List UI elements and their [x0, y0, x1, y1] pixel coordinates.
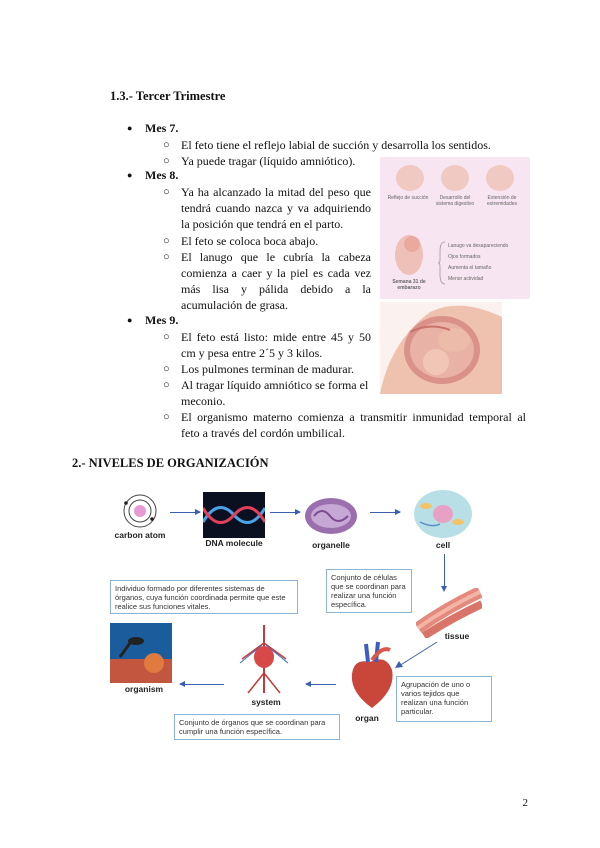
dna-image — [203, 492, 265, 538]
month-8-item-3: ○ El lanugo que le cubría la cabeza comienza a caer y la piel es cada vez más lisa y pálida debido a la acumulación de grasa. — [163, 250, 371, 312]
organ-image — [344, 640, 400, 710]
arrow-1 — [170, 512, 200, 513]
section-title: 1.3.- Tercer Trimestre — [110, 89, 226, 103]
month-9-label: ● Mes 9. — [145, 313, 178, 328]
organelle-image — [302, 494, 360, 538]
organism-label: organism — [124, 684, 164, 694]
month-9-item-4: ○ El organismo materno comienza a transmitir inmunidad temporal al feto a través del cordón umbilical. — [163, 410, 526, 440]
system-image — [234, 623, 294, 695]
month-7-item-2: ○ Ya puede tragar (líquido amniótico). — [163, 154, 356, 168]
brace — [438, 241, 446, 285]
dna-label: DNA molecule — [205, 538, 263, 548]
month-9-item-1: ○ El feto está listo: mide entre 45 y 50 cm y pesa entre 2´5 y 3 kilos. — [163, 330, 371, 360]
carbon-atom-label: carbon atom — [114, 530, 166, 540]
organ-note: Agrupación de uno o varios tejidos que realizan una función particular. — [396, 676, 492, 722]
month-8-item-2: ○ El feto se coloca boca abajo. — [163, 234, 319, 248]
tissue-label: tissue — [444, 631, 470, 641]
arrow-3 — [370, 512, 400, 513]
fetus-week-31-icon — [392, 231, 426, 277]
page-number: 2 — [522, 797, 528, 809]
organ-label: organ — [355, 713, 379, 723]
cell-label: cell — [435, 540, 451, 550]
icon-caption-2: Desarrollo del sistema digestivo — [435, 195, 475, 207]
arrow-6 — [306, 684, 336, 685]
carbon-atom-image — [122, 493, 158, 529]
levels-title: 2.- NIVELES DE ORGANIZACIÓN — [72, 456, 269, 470]
icon-caption-1: Reflejo de succión — [387, 195, 429, 201]
icon-caption-3: Extensión de extremidades — [486, 195, 517, 207]
month-9-item-3: ○ Al tragar líquido amniótico se forma el meconio. — [163, 378, 369, 408]
intestine-icon — [441, 165, 469, 191]
system-note: Conjunto de órganos que se coordinan para cumplir una función específica. — [174, 714, 340, 740]
week-31-list: Lanugo va desapareciendo Ojos formados Aumenta el tamaño Menor actividad — [448, 243, 509, 282]
tissue-note: Conjunto de células que se coordinan para realizar una función específica. — [326, 569, 412, 613]
fetus-in-womb-image — [380, 302, 502, 394]
month-8-label: ● Mes 8. — [145, 168, 178, 183]
week-label: Semana 31 de embarazo — [392, 279, 426, 291]
arrow-2 — [270, 512, 300, 513]
cell-image — [412, 488, 474, 540]
fetus-stretch-icon — [486, 165, 514, 191]
month-9-item-2: ○ Los pulmones terminan de madurar. — [163, 362, 354, 376]
fetus-icon — [396, 165, 424, 191]
organism-note: Individuo formado por diferentes sistemas de órganos, cuya función coordinada permite que este realice sus funciones vitales. — [110, 580, 298, 614]
arrow-4 — [444, 554, 445, 588]
month-7-label: ● Mes 7. — [145, 121, 178, 136]
arrow-7 — [180, 684, 224, 685]
month-7-item-1: ○ El feto tiene el reflejo labial de succión y desarrolla los sentidos. — [163, 138, 491, 152]
organelle-label: organelle — [312, 540, 350, 550]
organization-levels-diagram — [110, 490, 500, 745]
organism-image — [110, 623, 172, 683]
month-8-item-1: ○ Ya ha alcanzado la mitad del peso que tendrá cuando nazca y va adquiriendo la posición que tendrá en el parto. — [163, 185, 371, 231]
third-trimester-infographic — [380, 157, 530, 299]
system-label: system — [251, 697, 281, 707]
